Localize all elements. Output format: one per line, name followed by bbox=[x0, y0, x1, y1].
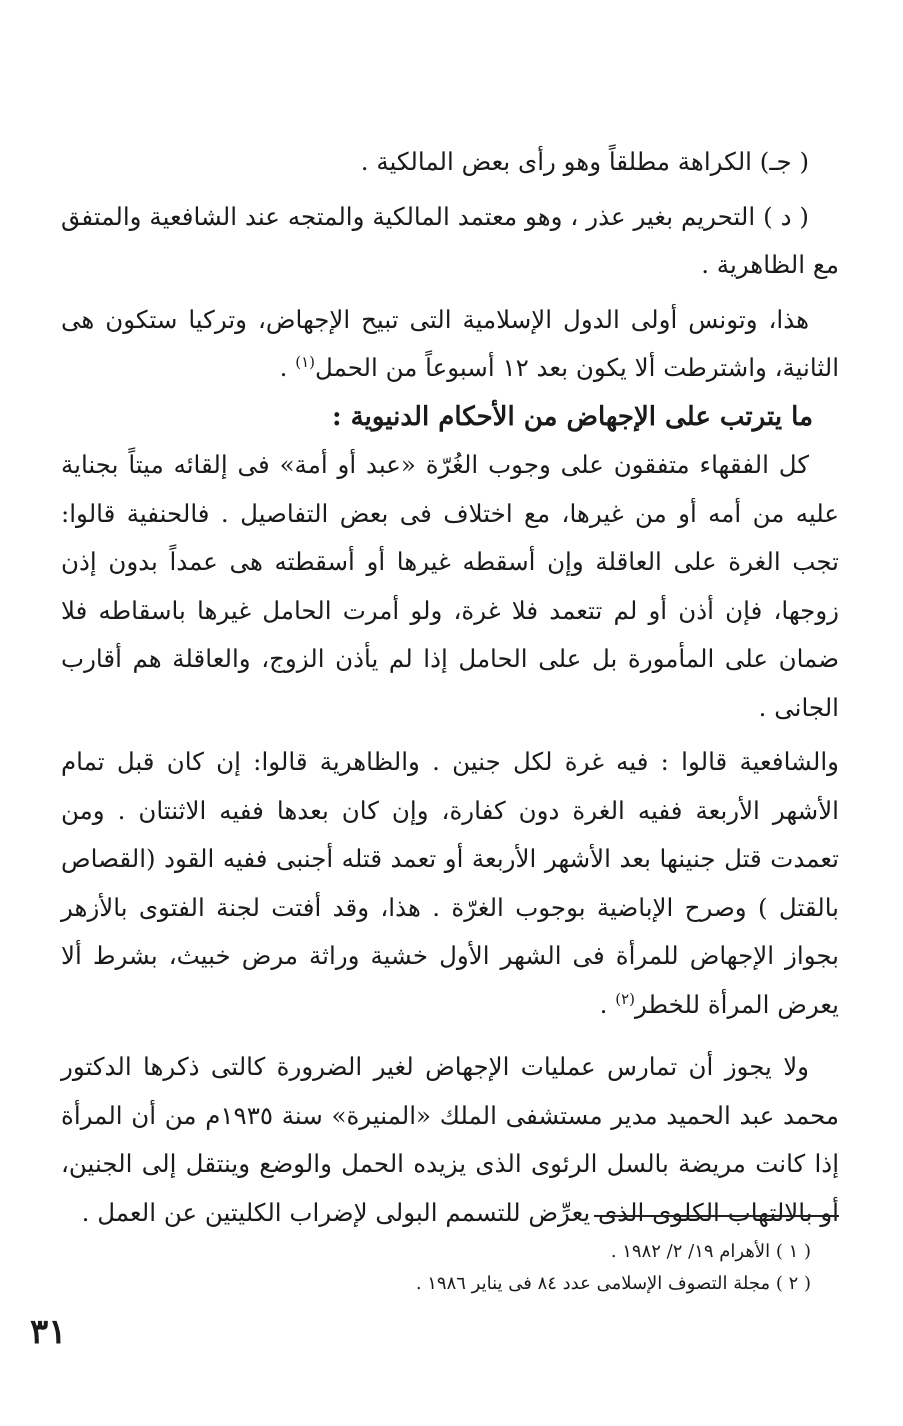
page-number: ٣١ bbox=[30, 1312, 67, 1352]
paragraph-shafii-zahiri bbox=[61, 738, 839, 1029]
paragraph-necessity: ولا يجوز أن تمارس عمليات الإجهاض لغير الضرورة كالتى ذكرها الدكتور محمد عبد الحميد مدير مستشفى الملك «المنيرة» سنة ١٩٣٥م من أن المرأة إذا كانت مريضة بالسل الرئوى الذى يزيده الحمل والوضع وينتقل إلى الجنين، أو بالالتهاب الكلوى الذى يعرِّض للتسمم البولى لإضراب الكليتين عن العمل . bbox=[61, 1052, 840, 1227]
paragraph-shafii-zahiri-end: . bbox=[599, 989, 616, 1019]
paragraph-ghurra: كل الفقهاء متفقون على وجوب الغُرّة «عبد أو أمة» فى إلقائه ميتاً بجناية عليه من أمه أو من غيرها، مع اختلاف فى بعض التفاصيل . فالحنفية قالوا: تجب الغرة على العاقلة وإن أسقطه غيرها أو أسقطته هى عمداً بدون إذن زوجها، فإن أذن أو لم تتعمد فلا غرة، ولو أمرت الحامل غيرها باسقاطه فلا ضمان على المأمورة بل على الحامل إذا لم يأذن الزوج، والعاقلة هم أقارب الجانى . bbox=[61, 450, 839, 722]
paragraph-tunisia-turkey bbox=[61, 296, 839, 393]
paragraph-tunisia-turkey-text: هذا، وتونس أولى الدول الإسلامية التى تبيح الإجهاض، وتركيا ستكون هى الثانية، واشترطت ألا يكون بعد ١٢ أسبوعاً من الحمل bbox=[61, 304, 839, 382]
footnote-1: ( ١ ) الأهرام ١٩/ ٢/ ١٩٨٢ . bbox=[610, 1241, 811, 1262]
paragraph-shafii-zahiri-text: والشافعية قالوا : فيه غرة لكل جنين . والظاهرية قالوا: إن كان قبل تمام الأشهر الأربعة ففيه الغرة دون كفارة، وإن كان بعدها ففيه الاثنتان . ومن تعمدت قتل جنينها بعد الأشهر الأربعة أو تعمد قتله أجنبى ففيه القود (القصاص بالقتل ) وصرح الإباضية بوجوب الغرّة . هذا، وقد أفتت لجنة الفتوى بالأزهر بجواز الإجهاض للمرأة فى الشهر الأول خشية وراثة مرض خبيث، بشرط ألا يعرض المرأة للخطر bbox=[61, 747, 839, 1019]
paragraph-opinion-d: ( د ) التحريم بغير عذر ، وهو معتمد المالكية والمتجه عند الشافعية والمتفق مع الظاهرية . bbox=[61, 201, 839, 279]
footnote-ref-2: (٢) bbox=[615, 989, 636, 1008]
footnote-divider bbox=[594, 1215, 839, 1217]
paragraph-opinion-c: ( جـ) الكراهة مطلقاً وهو رأى بعض المالكية . bbox=[360, 147, 809, 176]
paragraph-tunisia-turkey-end: . bbox=[279, 353, 296, 382]
footnote-2: ( ٢ ) مجلة التصوف الإسلامى عدد ٨٤ فى يناير ١٩٨٦ . bbox=[415, 1273, 811, 1294]
section-heading: ما يترتب على الإجهاض من الأحكام الدنيوية : bbox=[332, 401, 813, 432]
footnote-ref-1: (١) bbox=[295, 352, 316, 371]
footnotes bbox=[111, 1236, 811, 1300]
main-text bbox=[61, 138, 839, 1237]
